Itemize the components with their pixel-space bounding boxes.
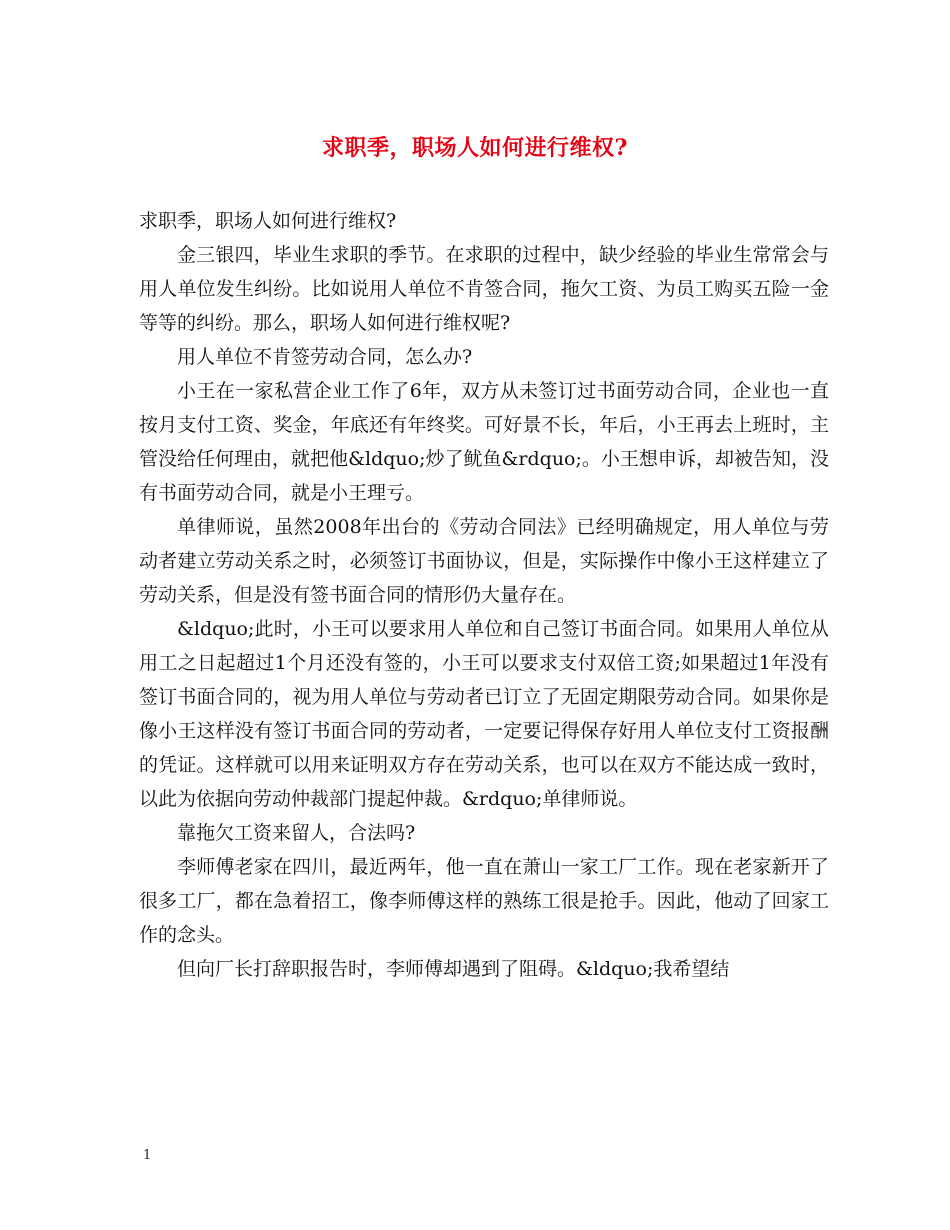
paragraph-lawyer-advice: &ldquo;此时，小王可以要求用人单位和自己签订书面合同。如果用人单位从用工之日起超过1个月还没有签的，小王可以要求支付双倍工资;如果超过1年没有签订书面合同的，视为用人单位与劳动者已订立了无固定期限劳动合同。如果你是像小王这样没有签订书面合同的劳动者，一定要记得保存好用人单位支付工资报酬的凭证。这样就可以用来证明双方存在劳动关系，也可以在双方不能达成一致时，以此为依据向劳动仲裁部门提起仲裁。&rdquo;单律师说。	[139, 618, 829, 810]
paragraph-lawyer-opinion: 单律师说，虽然2008年出台的《劳动合同法》已经明确规定，用人单位与劳动者建立劳动关系之时，必须签订书面协议，但是，实际操作中像小王这样建立了劳动关系，但是没有签书面合同的情形仍大量存在。	[139, 516, 829, 606]
document-body	[139, 204, 829, 986]
paragraph-heading-repeat: 求职季，职场人如何进行维权?	[139, 210, 397, 232]
paragraph-intro: 金三银四，毕业生求职的季节。在求职的过程中，缺少经验的毕业生常常会与用人单位发生纠纷。比如说用人单位不肯签合同，拖欠工资、为员工购买五险一金等等的纠纷。那么，职场人如何进行维权呢?	[139, 244, 829, 334]
paragraph-resignation: 但向厂长打辞职报告时，李师傅却遇到了阻碍。&ldquo;我希望结	[177, 958, 730, 980]
section-heading-contract: 用人单位不肯签劳动合同，怎么办?	[177, 346, 473, 368]
paragraph-case-li: 李师傅老家在四川，最近两年，他一直在萧山一家工厂工作。现在老家新开了很多工厂，都在急着招工，像李师傅这样的熟练工很是抢手。因此，他动了回家工作的念头。	[139, 856, 829, 946]
page-number: 1	[143, 1148, 152, 1163]
paragraph-case-xiaowang: 小王在一家私营企业工作了6年，双方从未签订过书面劳动合同，企业也一直按月支付工资、奖金，年底还有年终奖。可好景不长，年后，小王再去上班时，主管没给任何理由，就把他&ldquo;炒了鱿鱼&rdquo;。小王想申诉，却被告知，没有书面劳动合同，就是小王理亏。	[139, 380, 829, 504]
document-title: 求职季，职场人如何进行维权?	[322, 135, 628, 161]
section-heading-wages: 靠拖欠工资来留人，合法吗?	[177, 822, 416, 844]
